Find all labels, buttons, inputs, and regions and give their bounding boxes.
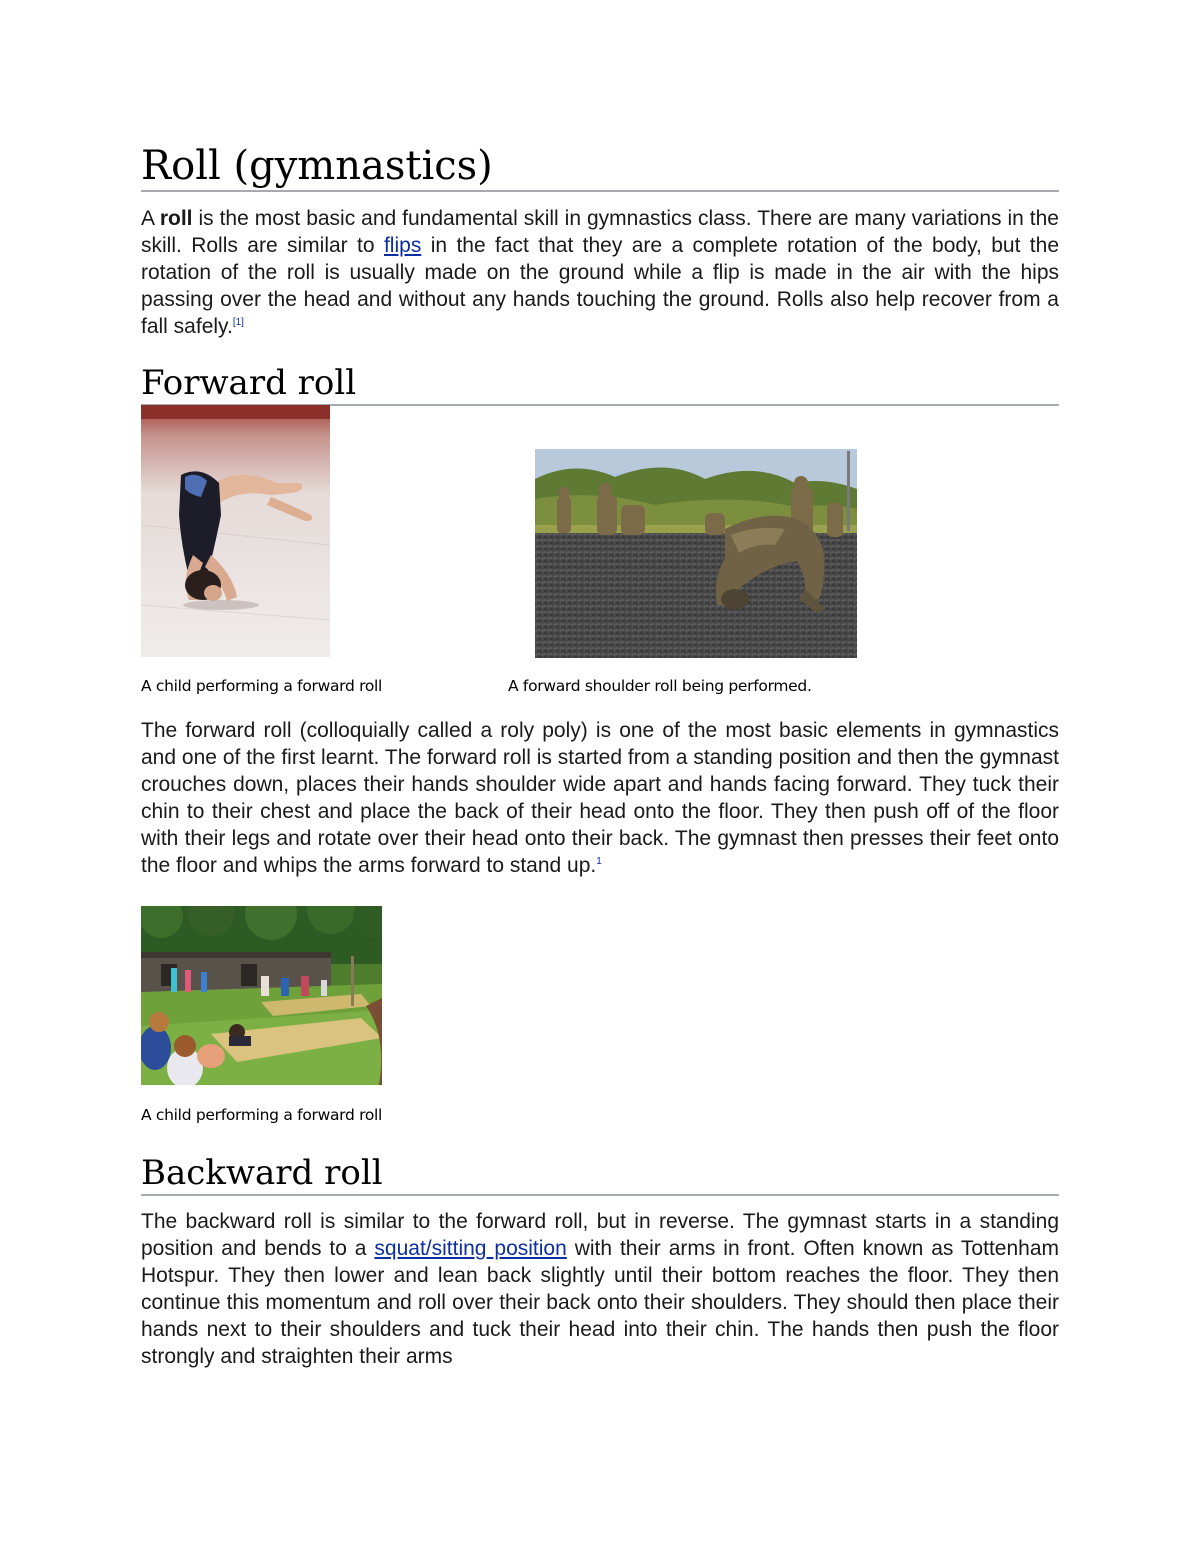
backward-roll-text-1: The backward roll is similar to the forward roll, but in reverse. The gymnast starts in a standing position and bends to a (141, 1210, 1059, 1260)
intro-text-2: is the most basic and fundamental skill in gymnastics class. There are many variations in the skill. Rolls are similar to (141, 207, 1059, 257)
outdoor-forward-roll-image (141, 906, 382, 1085)
intro-text-1: A (141, 207, 160, 230)
reference-link[interactable]: [1] (232, 317, 244, 328)
forward-roll-paragraph (141, 717, 1059, 879)
image-caption-2: A forward shoulder roll being performed. (508, 677, 812, 695)
image-caption-3: A child performing a forward roll (141, 1106, 383, 1124)
backward-roll-heading: Backward roll (141, 1152, 1059, 1196)
intro-text-3: in the fact that they are a complete rotation of the body, but the rotation of the roll is usually made on the ground while a flip is made in the air with the hips passing over the head and without any hands touching the ground. Rolls also help recover from a fall safely. (141, 234, 1059, 338)
intro-paragraph (141, 205, 1059, 340)
reference-link[interactable]: 1 (596, 856, 602, 867)
child-forward-roll-image (141, 405, 330, 657)
page-title: Roll (gymnastics) (141, 142, 1059, 192)
flips-link[interactable]: flips (383, 234, 422, 257)
forward-roll-text: The forward roll (colloquially called a roly poly) is one of the most basic elements in gymnastics and one of the first learnt. The forward roll is started from a standing position and then the gymnast crouches down, places their hands shoulder wide apart and hands facing forward. They tuck their chin to their chest and place the back of their head onto the floor. They then push off of the floor with their legs and rotate over their head onto their back. The gymnast then presses their feet onto the floor and whips the arms forward to stand up. (141, 719, 1059, 877)
image-caption-1: A child performing a forward roll (141, 677, 383, 695)
forward-roll-heading: Forward roll (141, 362, 1059, 406)
intro-bold-term: roll (159, 207, 193, 230)
squat-sitting-position-link[interactable]: squat/sitting position (374, 1237, 567, 1260)
backward-roll-paragraph (141, 1208, 1059, 1370)
backward-roll-text-2: with their arms in front. Often known as Tottenham Hotspur. They then lower and lean back slightly until their bottom reaches the floor. They then continue this momentum and roll over their back onto their shoulders. They should then place their hands next to their shoulders and tuck their head into their chin. The hands then push the floor strongly and straighten their arms (141, 1237, 1059, 1368)
shoulder-roll-image (535, 449, 857, 658)
